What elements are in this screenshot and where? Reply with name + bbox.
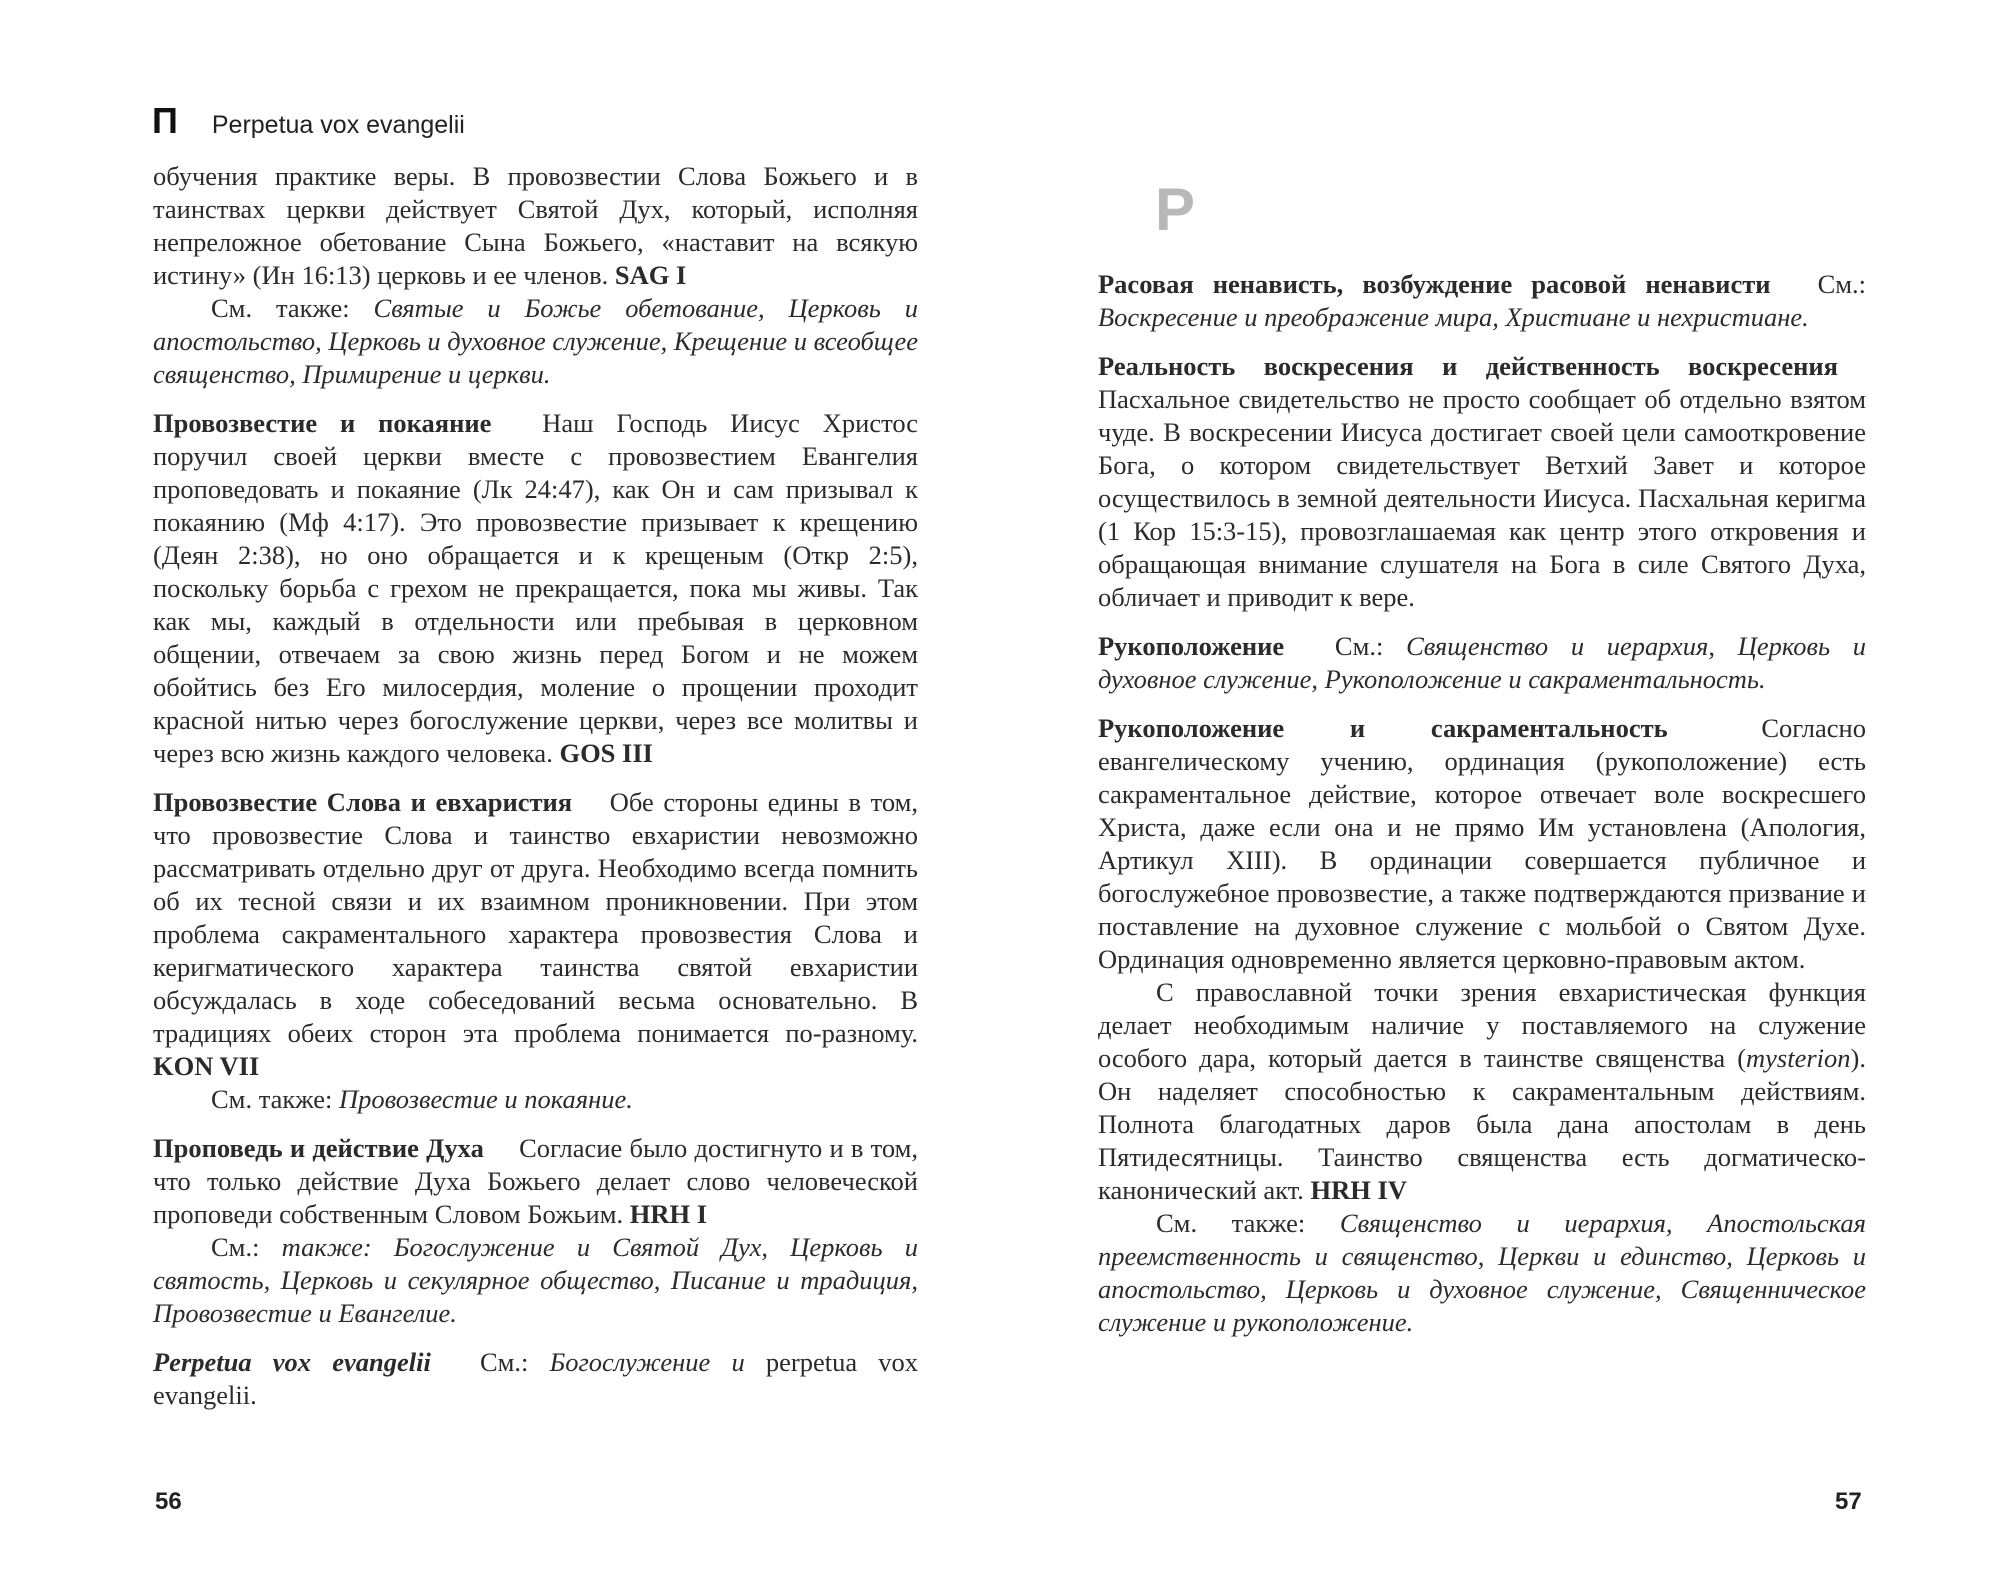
see-prefix: См.:	[1334, 631, 1384, 661]
see-prefix: См.:	[479, 1347, 529, 1377]
document-reference: HRH I	[629, 1199, 708, 1229]
see-link-latin: perpetua vox evangelii.	[153, 1347, 919, 1410]
see-also-prefix: См. также:	[211, 1084, 333, 1114]
see-also-links: Священство и иерархия, Апостольская преемственность и священство, Церкви и единство, Церковь и апостольство, Церковь и духовное служение, Священническое служение и рукоположение.	[1098, 1208, 1866, 1337]
entry-term: Провозвестие и покаяние	[153, 408, 492, 438]
see-links: Воскресение и преображение мира, Христиане и нехристиане.	[1098, 302, 1809, 332]
entry-term: Perpetua vox evangelii	[153, 1347, 431, 1377]
entry-text: Пасхальное свидетельство не просто сообщает об отдельно взятом чуде. В воскресении Иисуса достигает своей цели самооткровение Бога, о котором свидетельствует Ветхий Завет и которое осуществилось в земной деятельности Иисуса. Пасхальная керигма (1 Кор 15:3-15), провозглашаемая как центр этого откровения и обращающая внимание слушателя на Бога в силе Святого Духа, обличает и приводит к вере.	[1098, 384, 1866, 612]
see-also-links: Святые и Божье обетование, Церковь и апостольство, Церковь и духовное служение, Крещение и всеобщее священство, Примирение и церкви.	[153, 293, 919, 389]
dictionary-entry	[1098, 630, 1866, 696]
dictionary-entry	[153, 1132, 918, 1330]
running-head	[152, 100, 465, 142]
page-number: 56	[155, 1488, 182, 1515]
see-also	[1098, 1207, 1866, 1339]
see-also	[153, 1231, 918, 1330]
dictionary-entry	[153, 1346, 918, 1412]
entry-body	[153, 407, 918, 770]
entry-text: обучения практике веры. В провозвестии Слова Божьего и в таинствах церкви действует Святой Дух, который, исполняя непреложное обетование Сына Божьего, «наставит на всякую истину» (Ин 16:13) церковь и ее членов.	[153, 161, 918, 290]
right-page	[1000, 0, 2000, 1585]
entry-text: Согласно евангелическому учению, ординация (рукоположение) есть сакраментальное действие, которое отвечает воле воскресшего Христа, даже если она и не прямо Им установлена (Апология, Артикул XIII). В ординации совершается публичное и богослужебное провозвестие, а также подтверждаются призвание и поставление на духовное служение с мольбой о Святом Духе. Ординация одновременно является церковно-правовым актом.	[1098, 713, 1866, 974]
see-also-links: также: Богослужение и Святой Дух, Церковь и святость, Церковь и секулярное общество, Писание и традиция, Провозвестие и Евангелие.	[153, 1232, 918, 1328]
entry-paragraph	[1098, 976, 1866, 1207]
see-also-prefix: См.:	[211, 1232, 260, 1262]
entry-text: Согласие было достигнуто и в том, что только действие Духа Божьего делает слово человеческой проповеди собственным Словом Божьим.	[153, 1133, 919, 1229]
document-reference: GOS III	[559, 738, 653, 768]
see-also-prefix: См. также:	[211, 293, 350, 323]
left-column	[153, 160, 918, 1428]
entry-text: ). Он наделяет способностью к сакраментальным действиям. Полнота благодатных даров была дана апостолам в день Пятидесятницы. Таинство священства есть догматическо-канонический акт.	[1098, 1043, 1866, 1205]
entry-term: Расовая ненависть, возбуждение расовой ненависти	[1098, 269, 1771, 299]
dictionary-entry	[1098, 268, 1866, 334]
right-column	[1098, 268, 1866, 1355]
see-link-conjunction: и	[731, 1347, 745, 1377]
entry-text: С православной точки зрения евхаристическая функция делает необходимым наличие у поставляемого на служение особого дара, который дается в таинстве священства (	[1098, 977, 1866, 1073]
see-also	[153, 292, 918, 391]
entry-term: Проповедь и действие Духа	[153, 1133, 484, 1163]
continuation-entry	[153, 160, 918, 391]
see-links: Священство и иерархия, Церковь и духовное служение, Рукоположение и сакраментальность.	[1098, 631, 1867, 694]
document-reference: KON VII	[153, 1051, 260, 1081]
entry-text: Наш Господь Иисус Христос поручил своей церкви вместе с провозвестием Евангелия проповедовать и покаяние (Лк 24:47), как Он и сам призывал к покаянию (Мф 4:17). Это провозвестие призывает к крещению (Деян 2:38), но оно обращается и к крещеным (Откр 2:5), поскольку борьба с грехом не прекращается, пока мы живы. Так как мы, каждый в отдельности или пребывая в церковном общении, отвечаем за свою жизнь перед Богом и не можем обойтись без Его милосердия, моление о прощении проходит красной нитью через богослужение церкви, через все молитвы и через всю жизнь каждого человека.	[153, 408, 919, 768]
entry-body	[153, 1132, 918, 1231]
running-head-title: Perpetua vox evangelii	[211, 111, 465, 139]
entry-body	[1098, 630, 1866, 696]
entry-body	[153, 786, 918, 1083]
entry-term: Рукоположение	[1098, 631, 1285, 661]
see-also	[153, 1083, 918, 1116]
entry-text: Обе стороны едины в том, что провозвестие Слова и таинство евхаристии невозможно рассматривать отдельно друг от друга. Необходимо всегда помнить об их тесной связи и их взаимном проникновении. При этом проблема сакраментального характера провозвестия Слова и керигматического характера таинства святой евхаристии обсуждалась в ходе собеседований весьма основательно. В традициях обеих сторон эта проблема понимается по-разному.	[153, 787, 919, 1048]
entry-term: Рукоположение и сакраментальность	[1098, 713, 1668, 743]
dictionary-entry	[153, 786, 918, 1116]
see-prefix: См.:	[1817, 269, 1866, 299]
dictionary-entry	[1098, 712, 1866, 1339]
section-letter: Р	[1155, 176, 1196, 243]
entry-term: Провозвестие Слова и евхаристия	[153, 787, 573, 817]
entry-body	[1098, 268, 1866, 334]
section-letter-mark: П	[152, 100, 178, 141]
term-greek: mysterion	[1746, 1043, 1851, 1073]
document-reference: SAG I	[614, 260, 687, 290]
entry-term: Реальность воскресения и действенность воскресения	[1098, 351, 1838, 381]
dictionary-entry	[153, 407, 918, 770]
entry-body	[1098, 712, 1866, 976]
entry-body	[153, 160, 918, 292]
see-also-prefix: См. также:	[1156, 1208, 1306, 1238]
document-reference: HRH IV	[1310, 1175, 1407, 1205]
dictionary-entry	[1098, 350, 1866, 614]
entry-body	[153, 1346, 918, 1412]
see-also-links: Провозвестие и покаяние.	[338, 1084, 633, 1114]
see-link: Богослужение	[549, 1347, 711, 1377]
page-number: 57	[1835, 1488, 1862, 1515]
entry-body	[1098, 350, 1866, 614]
